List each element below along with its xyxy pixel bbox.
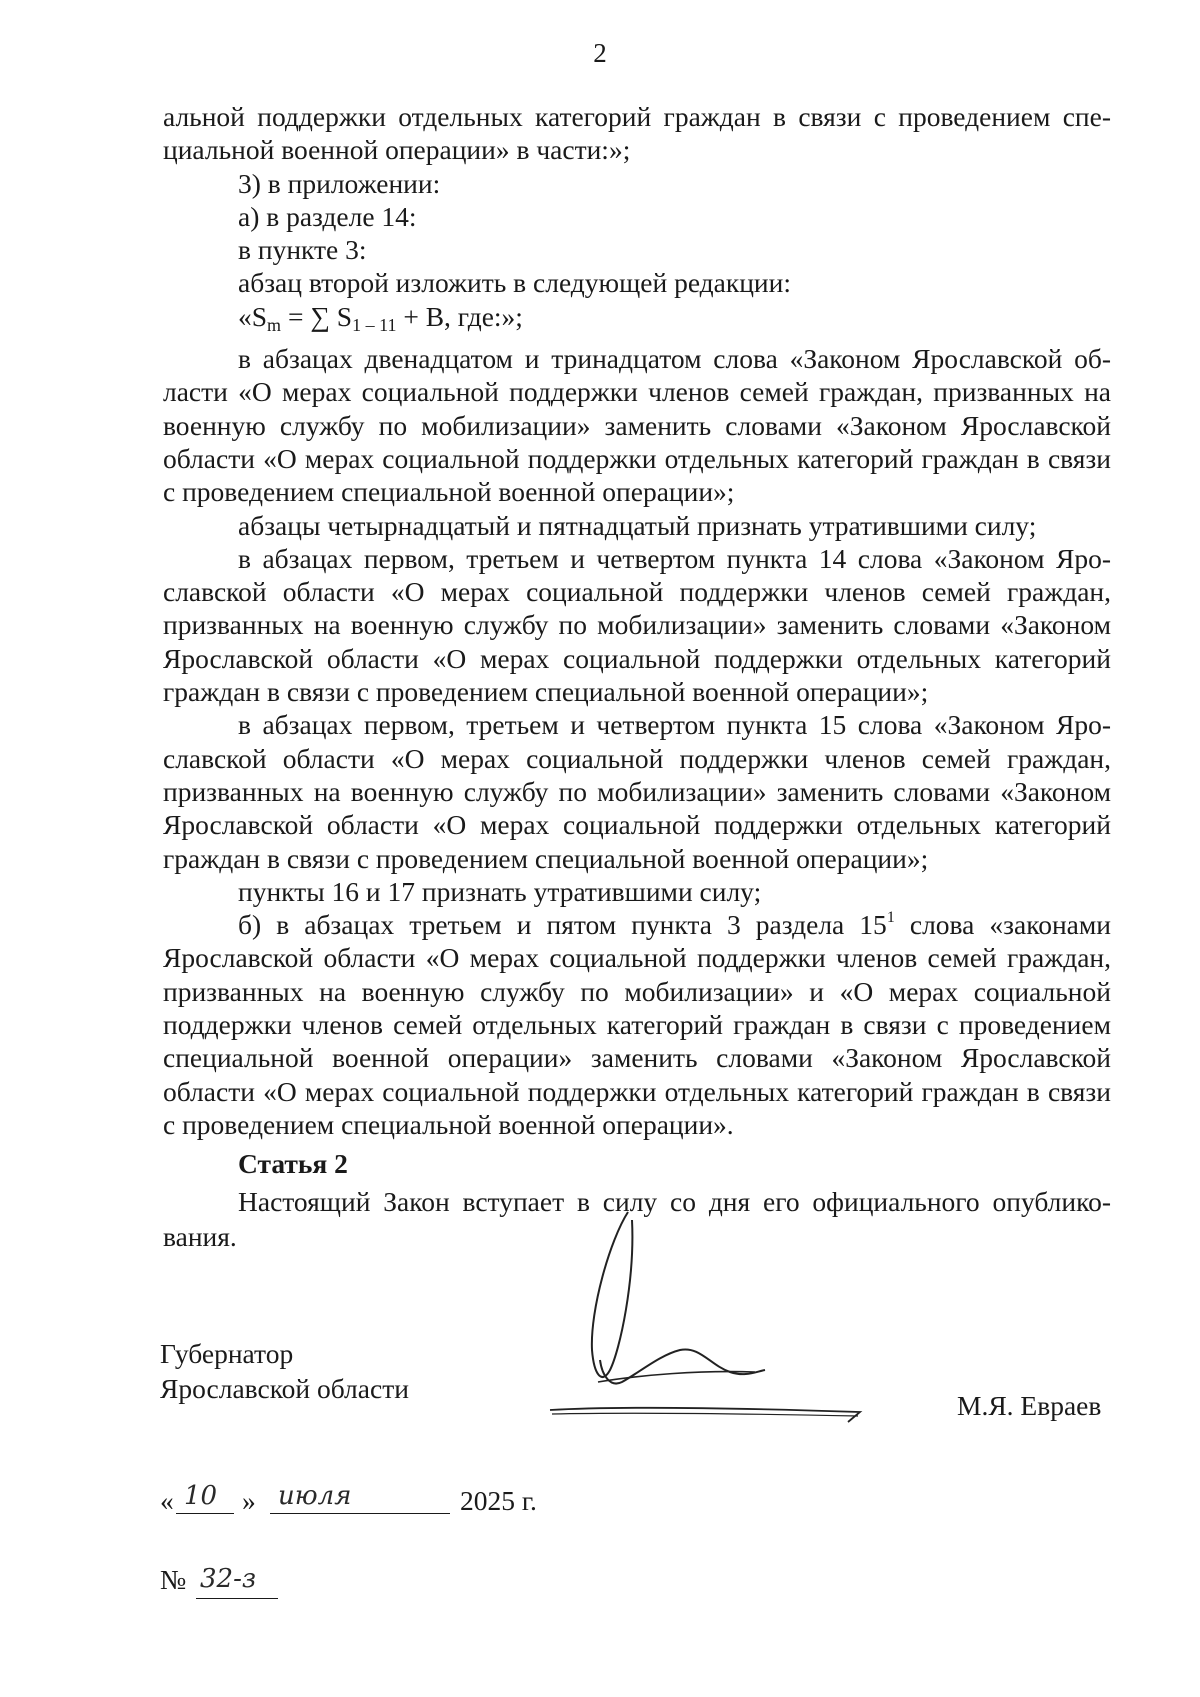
number-label: № (160, 1564, 187, 1595)
handwritten-signature (540, 1200, 880, 1440)
formula-prefix: «S (238, 300, 268, 332)
formula-middle: = ∑ S (281, 300, 353, 332)
paragraph: в абзацах двенадцатом и тринадцатом слова «Законом Ярославской области «О мерах социальной поддержки членов семей граждан, призванных на военную службу по мобилизации» заменить словами «Законом Ярославской области «О мерах социальной поддержки отдельных категорий граждан в связи с проведением специальной военной операции»; (163, 343, 1111, 508)
date-line (158, 1483, 618, 1523)
superscript: 1 (886, 909, 895, 927)
paragraph: альной поддержки отдельных категорий граждан в связи с проведением специальной военной операции» в части:»; (163, 101, 1111, 166)
formula-suffix: + B, где:»; (396, 300, 523, 332)
date-month: июля (278, 1481, 352, 1511)
paragraph: 3) в приложении: (238, 167, 441, 199)
paragraph: в абзацах первом, третьем и четвертом пункта 14 слова «Законом Ярославской области «О мерах социальной поддержки членов семей граждан, призванных на военную службу по мобилизации» заменить словами «Законом Ярославской области «О мерах социальной поддержки отдельных категорий граждан в связи с проведением специальной военной операции»; (163, 542, 1111, 708)
paragraph-b: б) в абзацах третьем и пятом пункта 3 раздела $15^1$ слова «законами Ярославской области «О мерах социальной поддержки членов семей граждан, призванных на военную службу по мобилизации» и «О мерах социальной поддержки членов семей отдельных категорий граждан в связи с проведением специальной военной операции» заменить словами «Законом Ярославской области «О мерах социальной поддержки отдельных категорий граждан в связи с проведением специальной военной операции». (163, 909, 1111, 1140)
paragraph: в абзацах первом, третьем и четвертом пункта 15 слова «Законом Ярославской области «О мерах социальной поддержки членов семей граждан, призванных на военную службу по мобилизации» заменить словами «Законом Ярославской области «О мерах социальной поддержки отдельных категорий граждан в связи с проведением специальной военной операции»; (163, 709, 1111, 874)
paragraph: абзацы четырнадцатый и пятнадцатый признать утратившими силу; (238, 509, 1037, 541)
amendment-text (163, 100, 1111, 1141)
governor-name: М.Я. Евраев (957, 1390, 1102, 1421)
paragraph: пункты 16 и 17 признать утратившими силу; (238, 875, 762, 907)
number-value: 32-з (200, 1564, 257, 1594)
governor-title: Губернатор Ярославской области (160, 1338, 409, 1404)
article-text: Настоящий Закон вступает в силу со дня его официального опубликования. (163, 1186, 1111, 1252)
paragraph: в пункте 3: (238, 234, 367, 266)
number-line (158, 1562, 358, 1612)
formula (163, 300, 1111, 342)
formula-sub-range: 1 – 11 (352, 314, 397, 335)
date-year: 2025 г. (460, 1485, 537, 1516)
date-open-quote: « (160, 1485, 174, 1516)
article-heading: Статья 2 (238, 1148, 348, 1179)
page-number: 2 (593, 38, 607, 68)
formula-sub-m: m (267, 314, 282, 335)
paragraph: а) в разделе 14: (238, 200, 417, 232)
paragraph: абзац второй изложить в следующей редакции: (238, 267, 792, 299)
date-close-quote: » (242, 1485, 256, 1516)
date-day: 10 (184, 1481, 218, 1511)
